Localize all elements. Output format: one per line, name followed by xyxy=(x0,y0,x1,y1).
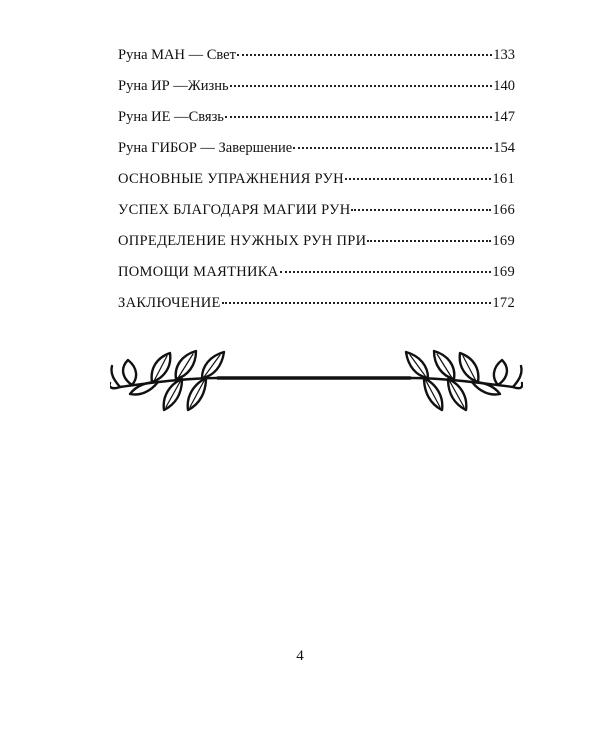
toc-entry[interactable] xyxy=(118,44,515,75)
toc-entry[interactable] xyxy=(118,261,515,292)
toc-leader-dots xyxy=(225,112,492,118)
toc-entry-page: 169 xyxy=(492,264,515,280)
toc-entry[interactable] xyxy=(118,106,515,137)
toc-entry-page: 169 xyxy=(492,233,515,249)
toc-entry-title: ОСНОВНЫЕ УПРАЖНЕНИЯ РУН xyxy=(118,171,344,187)
toc-entry-title: ОПРЕДЕЛЕНИЕ НУЖНЫХ РУН ПРИ xyxy=(118,233,367,249)
toc-entry[interactable] xyxy=(118,75,515,106)
toc-entry[interactable] xyxy=(118,137,515,168)
toc-leader-dots xyxy=(230,81,493,87)
toc-entry[interactable] xyxy=(118,199,515,230)
toc-leader-dots xyxy=(293,143,492,149)
toc-entry-title: Руна МАН — Свет xyxy=(118,47,236,63)
table-of-contents xyxy=(118,44,515,323)
toc-entry-page: 172 xyxy=(492,295,515,311)
toc-entry-page: 147 xyxy=(493,109,515,125)
toc-entry[interactable] xyxy=(118,168,515,199)
toc-entry-title: ПОМОЩИ МАЯТНИКА xyxy=(118,264,279,280)
toc-entry-title: УСПЕХ БЛАГОДАРЯ МАГИИ РУН xyxy=(118,202,351,218)
toc-leader-dots xyxy=(280,267,492,273)
toc-leader-dots xyxy=(367,236,491,242)
toc-leader-dots xyxy=(222,298,492,304)
laurel-branch-divider-icon xyxy=(110,340,523,430)
toc-entry[interactable] xyxy=(118,292,515,323)
toc-leader-dots xyxy=(345,174,491,180)
toc-entry-page: 140 xyxy=(493,78,515,94)
toc-entry-page: 161 xyxy=(492,171,515,187)
toc-entry[interactable] xyxy=(118,230,515,261)
toc-leader-dots xyxy=(351,205,491,211)
toc-leader-dots xyxy=(237,50,492,56)
page-number: 4 xyxy=(296,648,304,664)
toc-entry-page: 166 xyxy=(492,202,515,218)
toc-entry-title: ЗАКЛЮЧЕНИЕ xyxy=(118,295,221,311)
toc-entry-page: 154 xyxy=(493,140,515,156)
toc-entry-title: Руна ГИБОР — Завершение xyxy=(118,140,293,156)
toc-entry-title: Руна ИЕ —Связь xyxy=(118,109,224,125)
toc-entry-page: 133 xyxy=(493,47,515,63)
toc-entry-title: Руна ИР —Жизнь xyxy=(118,78,229,94)
